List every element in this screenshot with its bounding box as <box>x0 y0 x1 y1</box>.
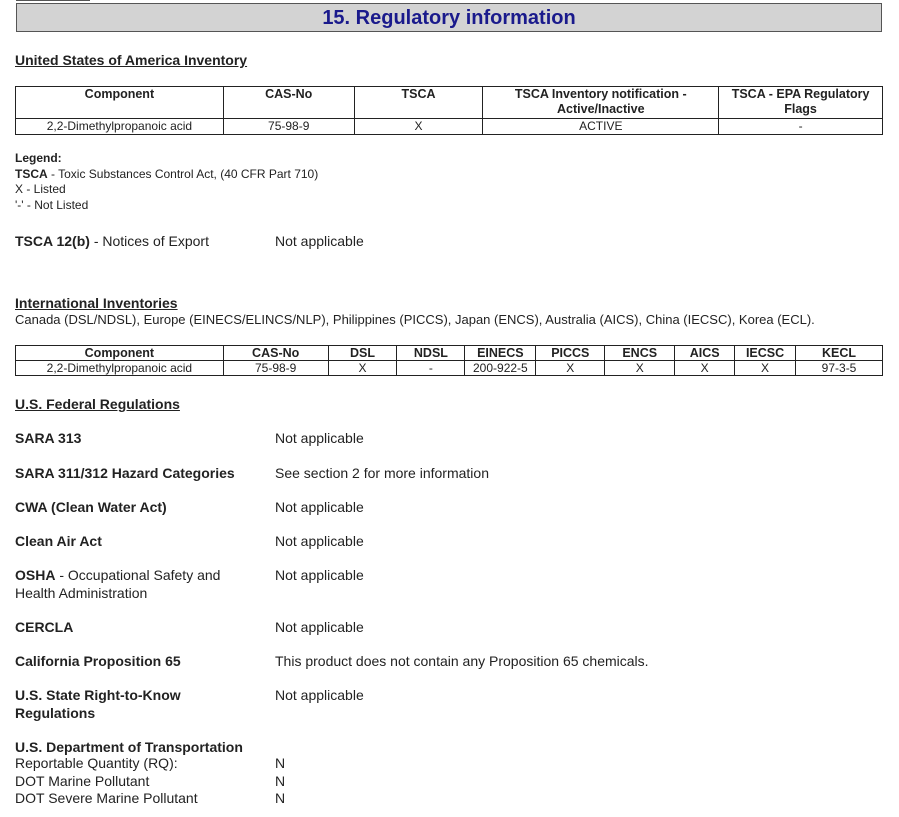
sara313-value: Not applicable <box>275 430 364 446</box>
col-component: Component <box>16 87 224 119</box>
cell-aics: X <box>675 361 735 376</box>
caa-label <box>15 532 102 550</box>
federal-title: U.S. Federal Regulations <box>15 396 180 412</box>
rtk-line2: Regulations <box>15 705 96 721</box>
tsca12b-label-rest: - Notices of Export <box>89 233 209 249</box>
cell-cas: 75-98-9 <box>223 361 328 376</box>
cell-piccs: X <box>536 361 605 376</box>
col-iecsc: IECSC <box>735 346 796 361</box>
sara311-value: See section 2 for more information <box>275 465 489 481</box>
cell-notification: ACTIVE <box>483 119 719 135</box>
col-kecl: KECL <box>796 346 883 361</box>
section-title: 15. Regulatory information <box>322 7 576 29</box>
col-component: Component <box>16 346 224 361</box>
tsca12b-label-bold: TSCA 12(b) <box>15 233 90 249</box>
col-dsl: DSL <box>328 346 397 361</box>
cell-einecs: 200-922-5 <box>465 361 536 376</box>
cwa-label <box>15 498 167 516</box>
legend <box>15 151 318 213</box>
cell-dsl: X <box>328 361 397 376</box>
cell-encs: X <box>605 361 675 376</box>
legend-tsca-text: - Toxic Substances Control Act, (40 CFR Part 710) <box>47 166 319 181</box>
dot-marine-value: N <box>275 772 286 789</box>
col-cas: CAS-No <box>223 87 354 119</box>
rtk-label <box>15 686 181 722</box>
cwa-label-text: CWA (Clean Water Act) <box>15 499 167 515</box>
cell-component: 2,2-Dimethylpropanoic acid <box>16 361 224 376</box>
cercla-value: Not applicable <box>275 619 364 635</box>
col-epa-flags: TSCA - EPA Regulatory Flags <box>719 87 883 119</box>
dot-severe-value: N <box>275 790 286 806</box>
rtk-line1: U.S. State Right-to-Know <box>15 687 181 703</box>
col-einecs: EINECS <box>465 346 536 361</box>
prop65-label-text: California Proposition 65 <box>15 653 181 669</box>
dot-rq-value: N <box>275 755 286 771</box>
table-row <box>16 119 883 135</box>
col-ndsl: NDSL <box>397 346 465 361</box>
dot-title: U.S. Department of Transportation <box>15 739 243 755</box>
dot-labels <box>15 755 198 808</box>
tsca12b-label <box>15 232 209 250</box>
prop65-label <box>15 652 181 670</box>
international-title: International Inventories <box>15 295 178 311</box>
us-inventory-title: United States of America Inventory <box>15 52 248 68</box>
cell-cas: 75-98-9 <box>223 119 354 135</box>
prop65-value: This product does not contain any Proposition 65 chemicals. <box>275 653 649 669</box>
legend-tsca <box>15 167 318 183</box>
sara313-label-text: SARA 313 <box>15 430 82 446</box>
rtk-value: Not applicable <box>275 687 364 703</box>
international-table <box>15 345 883 376</box>
cell-iecsc: X <box>735 361 796 376</box>
col-tsca-notification: TSCA Inventory notification - Active/Inactive <box>483 87 719 119</box>
table-row <box>16 361 883 376</box>
col-encs: ENCS <box>605 346 675 361</box>
osha-value: Not applicable <box>275 567 364 583</box>
osha-line1 <box>15 566 220 584</box>
section-header <box>16 3 882 32</box>
cell-flags: - <box>719 119 883 135</box>
legend-listed: X - Listed <box>15 182 66 196</box>
col-tsca: TSCA <box>354 87 483 119</box>
col-aics: AICS <box>675 346 735 361</box>
dot-marine-label: DOT Marine Pollutant <box>15 772 150 789</box>
cwa-value: Not applicable <box>275 499 364 515</box>
cell-kecl: 97-3-5 <box>796 361 883 376</box>
cercla-label-text: CERCLA <box>15 619 74 635</box>
sara313-label <box>15 429 81 447</box>
dot-rq-label: Reportable Quantity (RQ): <box>15 755 178 771</box>
caa-value: Not applicable <box>275 533 364 549</box>
international-description: Canada (DSL/NDSL), Europe (EINECS/ELINCS/NLP), Philippines (PICCS), Japan (ENCS), Australia (AICS), China (IECSC), Korea (ECL). <box>15 312 815 327</box>
osha-line2: Health Administration <box>15 585 148 601</box>
col-cas: CAS-No <box>223 346 328 361</box>
tsca12b-value: Not applicable <box>275 233 364 249</box>
table-header-row <box>16 87 883 119</box>
legend-tsca-key: TSCA <box>15 166 48 181</box>
dot-values <box>275 755 285 808</box>
sara311-label <box>15 464 235 482</box>
col-piccs: PICCS <box>536 346 605 361</box>
cell-tsca: X <box>354 119 483 135</box>
cell-component: 2,2-Dimethylpropanoic acid <box>16 119 224 135</box>
sara311-label-text: SARA 311/312 Hazard Categories <box>15 465 235 481</box>
cell-ndsl: - <box>397 361 465 376</box>
osha-label-rest: - Occupational Safety and <box>55 567 221 583</box>
caa-label-text: Clean Air Act <box>15 533 102 549</box>
osha-label-bold: OSHA <box>15 567 56 583</box>
legend-title: Legend: <box>15 151 62 165</box>
legend-not-listed: '-' - Not Listed <box>15 197 89 212</box>
osha-label <box>15 566 220 602</box>
table-header-row <box>16 346 883 361</box>
cercla-label <box>15 618 73 636</box>
dot-severe-label: DOT Severe Marine Pollutant <box>15 790 198 806</box>
us-inventory-table <box>15 86 883 135</box>
